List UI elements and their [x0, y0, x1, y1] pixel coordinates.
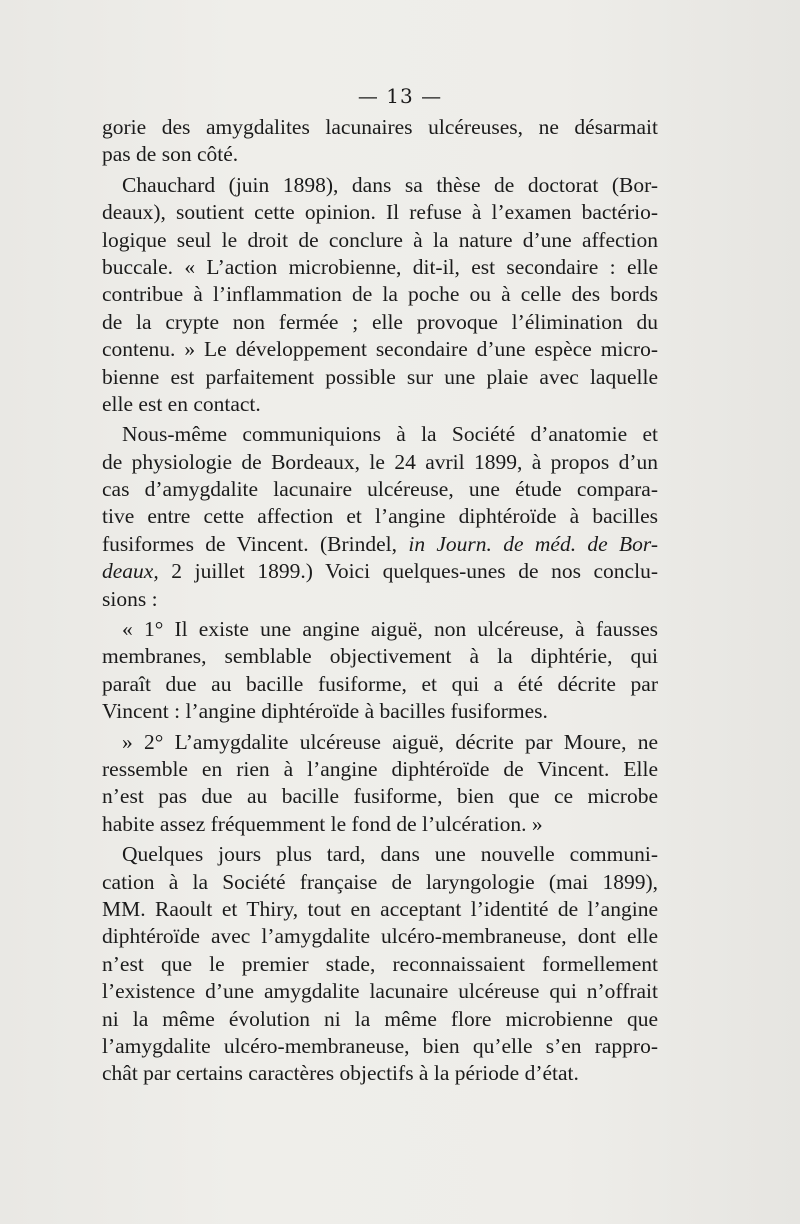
text-line: gorie des amygdalites lacunaires ulcéreuses, ne désarmait [102, 115, 658, 139]
text-line: bienne est parfaitement possible sur une plaie avec laquelle [102, 364, 658, 389]
text-line: Nous-même communiquions à la Société d’anatomie et [122, 422, 658, 447]
text-run: 2 juillet 1899.) Voici quelques-unes de nos conclu- [158, 559, 658, 584]
text-line: ressemble en rien à l’angine diphtéroïde de Vincent. Elle [102, 756, 658, 781]
journal-citation: in Journ. de méd. de Bor- [408, 531, 658, 556]
text-line: deaux), soutient cette opinion. Il refuse à l’examen bactério- [102, 200, 658, 225]
text-line: diphtéroïde avec l’amygdalite ulcéro-membraneuse, dont elle [102, 924, 658, 949]
text-line: tive entre cette affection et l’angine diphtéroïde à bacilles [102, 504, 658, 529]
text-line: Quelques jours plus tard, dans une nouvelle communi- [122, 842, 658, 867]
text-line: cation à la Société française de laryngologie (mai 1899), [102, 869, 658, 894]
text-line: sions : [102, 586, 158, 611]
text-line [102, 531, 658, 558]
text-line: logique seul le droit de conclure à la nature d’une affection [102, 227, 658, 252]
text-line: n’est pas due au bacille fusiforme, bien que ce microbe [102, 784, 658, 809]
text-line: chât par certains caractères objectifs à la période d’état. [102, 1061, 579, 1086]
text-line: de la crypte non fermée ; elle provoque l’élimination du [102, 309, 658, 334]
text-line: membranes, semblable objectivement à la diphtérie, qui [102, 644, 658, 669]
text-run: fusiformes de Vincent. (Brindel, [102, 531, 409, 556]
text-line: n’est que le premier stade, reconnaissaient formellement [102, 951, 658, 976]
text-line: buccale. « L’action microbienne, dit-il, est secondaire : elle [102, 254, 658, 279]
text-line: Chauchard (juin 1898), dans sa thèse de doctorat (Bor- [122, 172, 658, 197]
text-line: l’amygdalite ulcéro-membraneuse, bien qu’elle s’en rappro- [102, 1033, 658, 1058]
text-line: de physiologie de Bordeaux, le 24 avril 1899, à propos d’un [102, 449, 658, 474]
text-line: pas de son côté. [102, 142, 239, 167]
text-line: l’existence d’une amygdalite lacunaire ulcéreuse qui n’offrait [102, 979, 658, 1004]
page-number: — 13 — [357, 84, 443, 108]
text-line: cas d’amygdalite lacunaire ulcéreuse, une étude compara- [102, 477, 658, 502]
text-line [102, 558, 658, 585]
text-line: elle est en contact. [102, 391, 261, 416]
text-line: contribue à l’inflammation de la poche ou à celle des bords [102, 282, 658, 307]
text-line: contenu. » Le développement secondaire d’une espèce micro- [102, 337, 658, 362]
journal-citation: deaux, [102, 559, 159, 584]
body-text [102, 114, 658, 1088]
text-line: « 1° Il existe une angine aiguë, non ulcéreuse, à fausses [122, 617, 658, 642]
text-line: Vincent : l’angine diphtéroïde à bacilles fusiformes. [102, 699, 548, 724]
text-line: habite assez fréquemment le fond de l’ulcération. » [102, 811, 543, 836]
text-line: ni la même évolution ni la même flore microbienne que [102, 1006, 658, 1031]
text-line: » 2° L’amygdalite ulcéreuse aiguë, décrite par Moure, ne [122, 729, 658, 754]
text-line: MM. Raoult et Thiry, tout en acceptant l’identité de l’angine [102, 896, 658, 921]
text-line: paraît due au bacille fusiforme, et qui a été décrite par [102, 671, 658, 696]
